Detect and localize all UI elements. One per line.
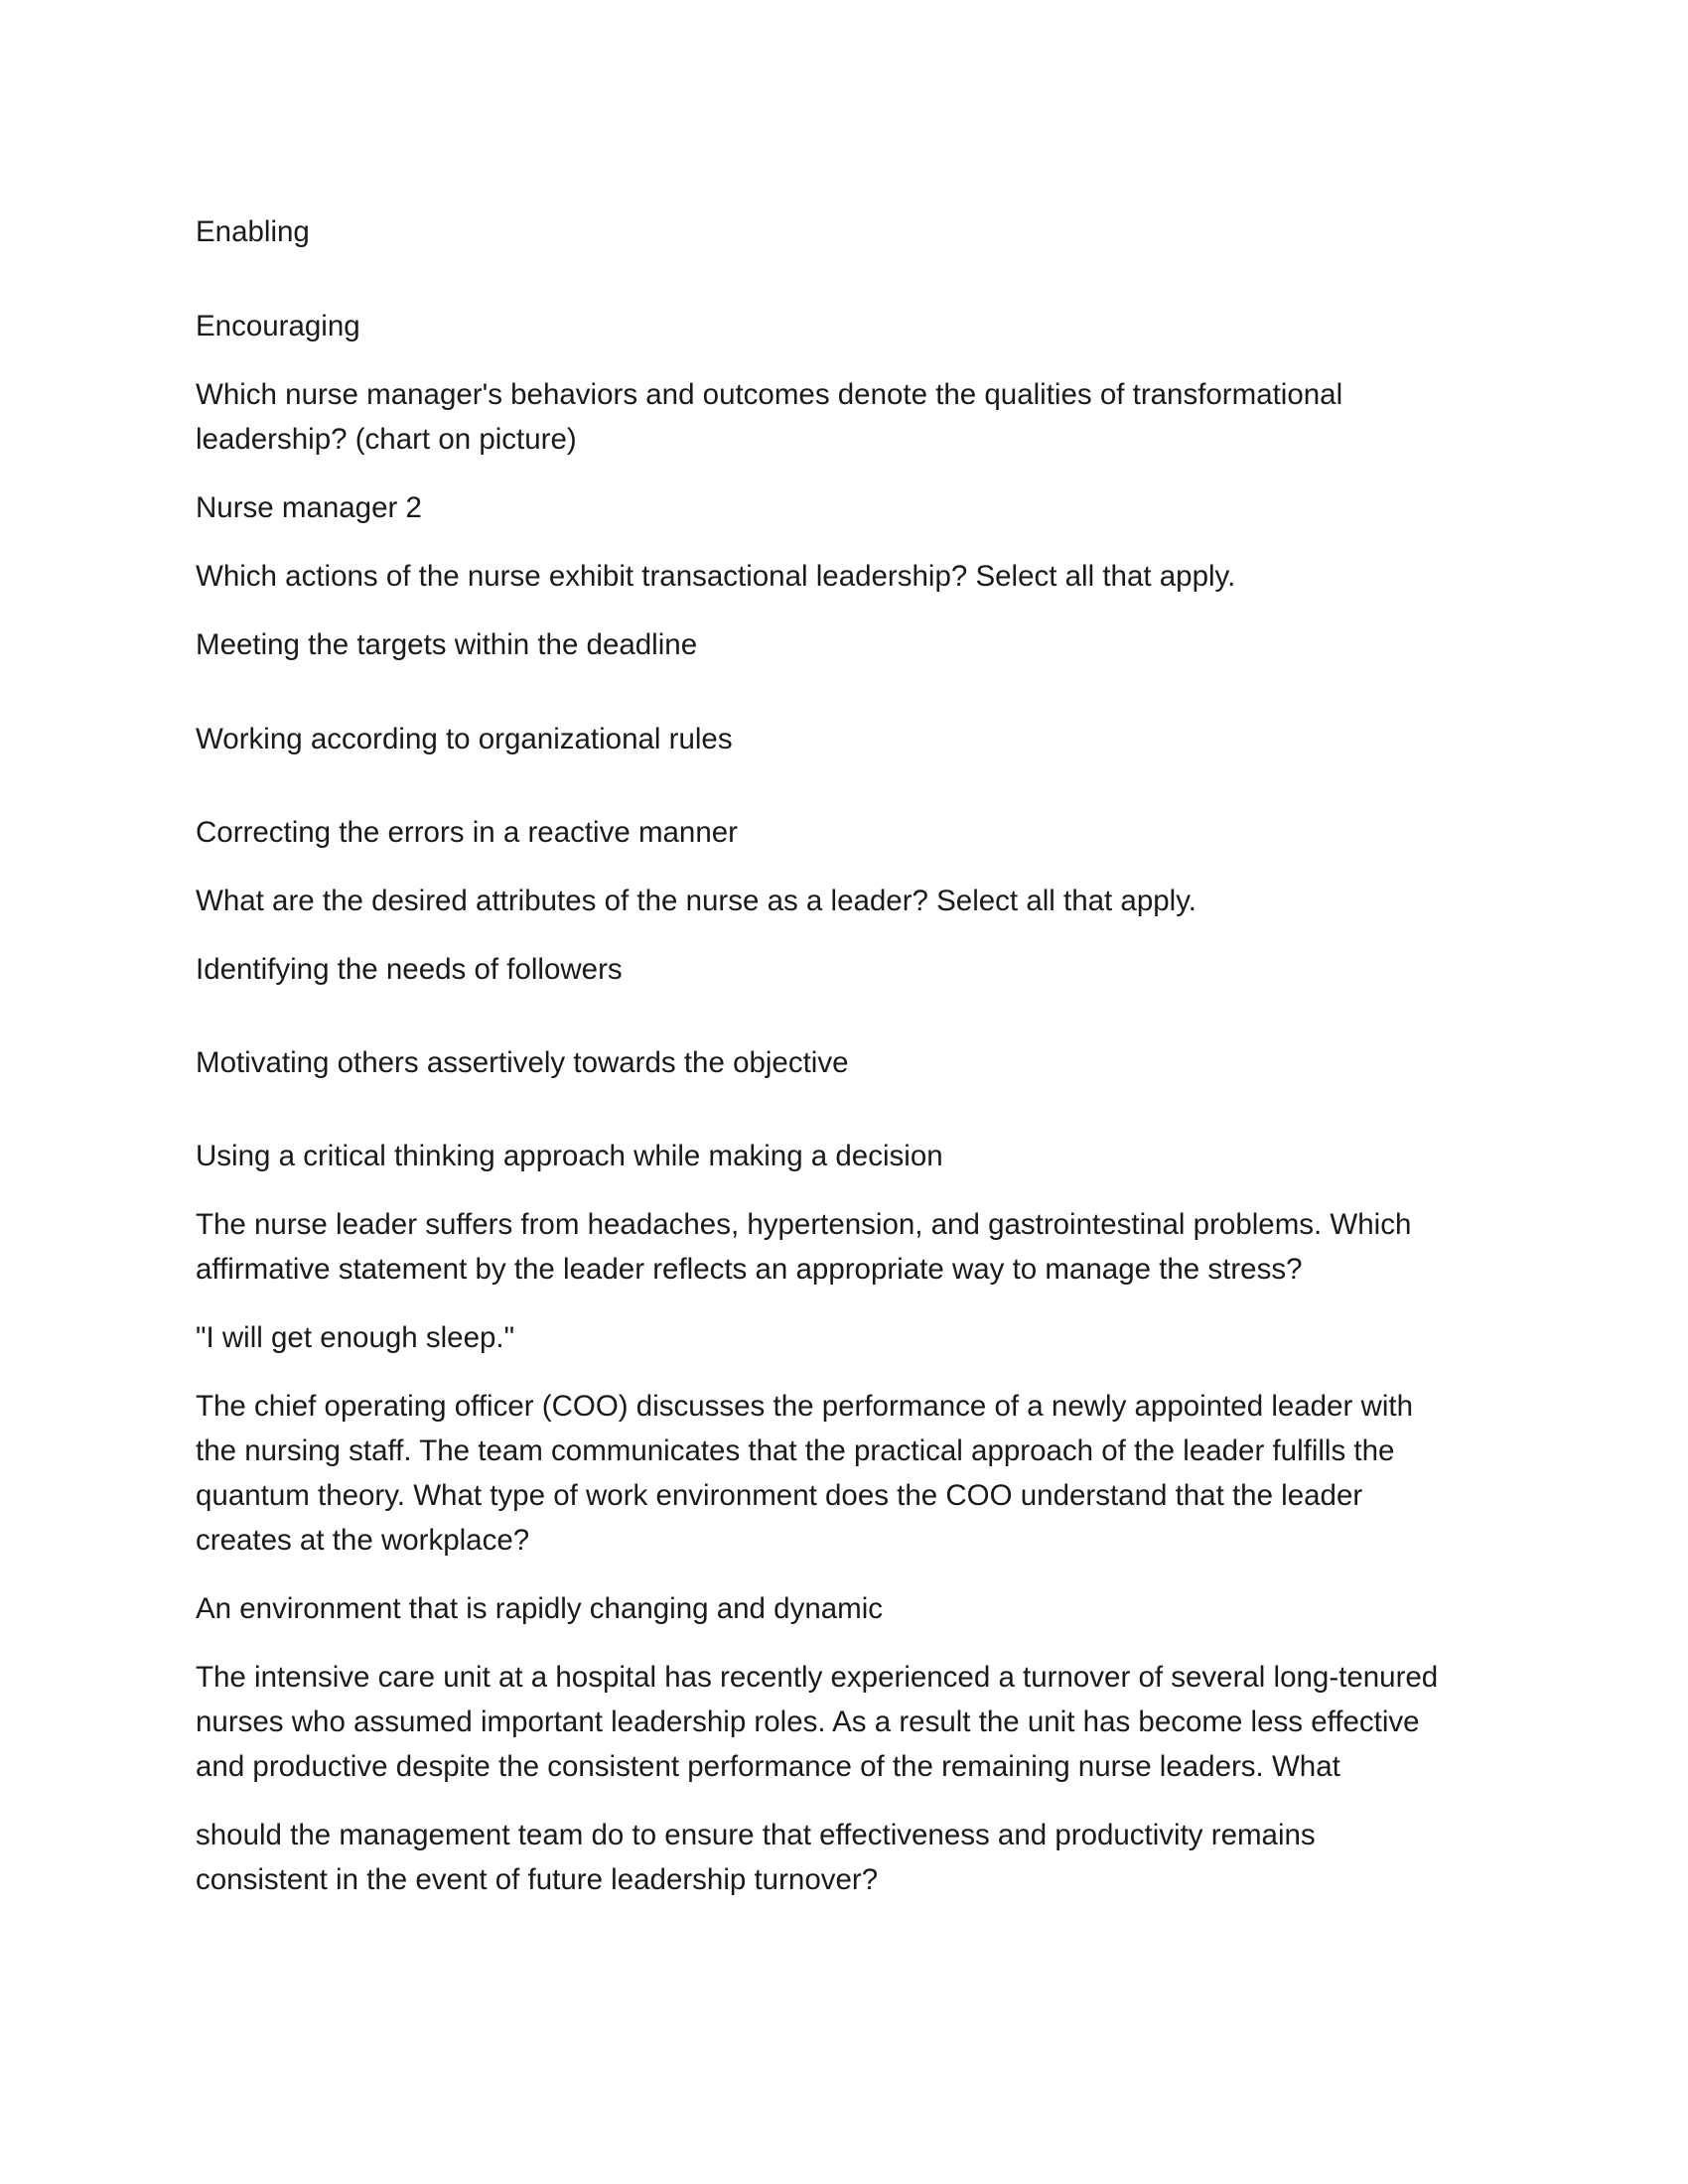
question-coo-line-3: quantum theory. What type of work environment does the COO understand that the leader: [196, 1479, 1363, 1512]
question-icu-line-5: consistent in the event of future leadership turnover?: [196, 1863, 879, 1896]
answer-nurse-manager: Nurse manager 2: [196, 491, 422, 524]
question-transactional: Which actions of the nurse exhibit transactional leadership? Select all that apply.: [196, 560, 1236, 593]
answer-meeting-targets: Meeting the targets within the deadline: [196, 628, 698, 661]
answer-dynamic-environment: An environment that is rapidly changing and dynamic: [196, 1592, 884, 1625]
option-enabling: Enabling: [196, 215, 310, 248]
question-leader-attributes: What are the desired attributes of the nurse as a leader? Select all that apply.: [196, 885, 1196, 917]
answer-enough-sleep: "I will get enough sleep.": [196, 1321, 515, 1354]
question-icu-line-1: The intensive care unit at a hospital has recently experienced a turnover of several long-tenured: [196, 1661, 1439, 1694]
question-transformational-line-1: Which nurse manager's behaviors and outcomes denote the qualities of transformational: [196, 378, 1343, 411]
question-transformational-line-2: leadership? (chart on picture): [196, 423, 577, 456]
answer-correcting-errors: Correcting the errors in a reactive manner: [196, 816, 738, 849]
question-coo-line-1: The chief operating officer (COO) discusses the performance of a newly appointed leader with: [196, 1390, 1413, 1423]
question-stress-line-2: affirmative statement by the leader reflects an appropriate way to manage the stress?: [196, 1253, 1303, 1286]
question-coo-line-2: the nursing staff. The team communicates that the practical approach of the leader fulfills the: [196, 1434, 1395, 1467]
question-coo-line-4: creates at the workplace?: [196, 1524, 530, 1557]
option-encouraging: Encouraging: [196, 310, 360, 342]
answer-identifying-needs: Identifying the needs of followers: [196, 953, 623, 986]
question-icu-line-3: and productive despite the consistent performance of the remaining nurse leaders. What: [196, 1750, 1340, 1783]
question-icu-line-4: should the management team do to ensure that effectiveness and productivity remains: [196, 1819, 1316, 1851]
answer-motivating-others: Motivating others assertively towards the objective: [196, 1046, 849, 1079]
question-icu-line-2: nurses who assumed important leadership roles. As a result the unit has become less effective: [196, 1706, 1420, 1738]
question-stress-line-1: The nurse leader suffers from headaches, hypertension, and gastrointestinal problems. Which: [196, 1208, 1412, 1241]
answer-organizational-rules: Working according to organizational rules: [196, 723, 733, 755]
answer-critical-thinking: Using a critical thinking approach while making a decision: [196, 1140, 943, 1172]
